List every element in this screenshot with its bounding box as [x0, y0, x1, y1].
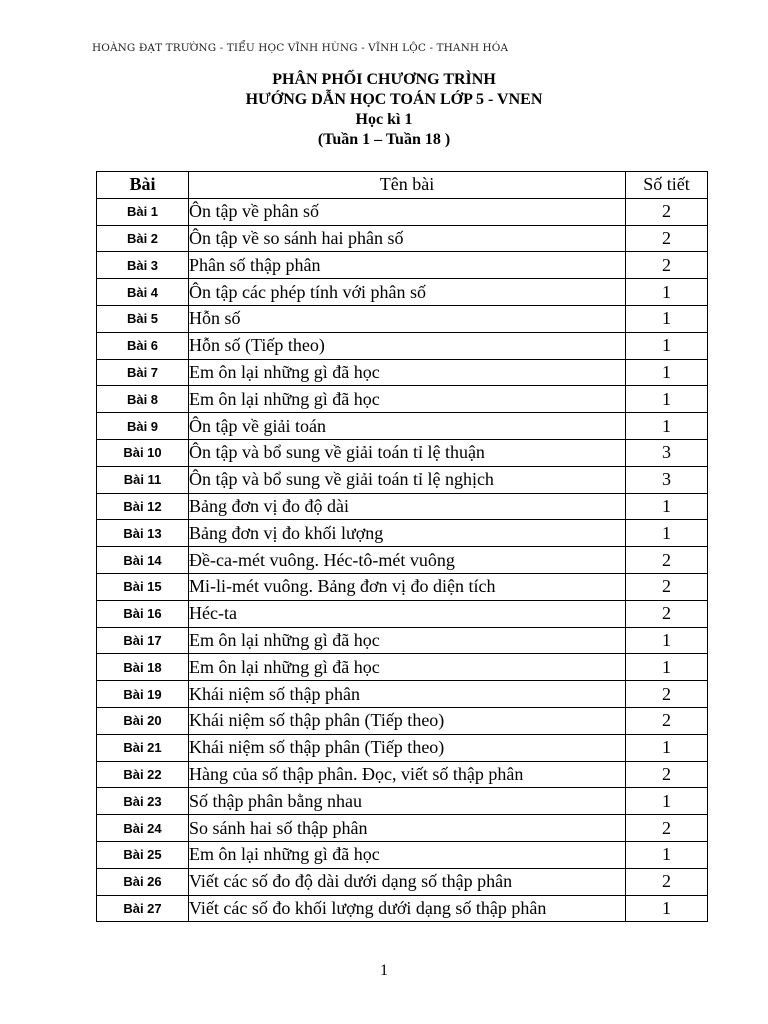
lesson-number-cell: Bài 26: [97, 868, 189, 895]
period-count-cell: 1: [626, 305, 708, 332]
curriculum-table: [96, 171, 708, 922]
lesson-number-cell: Bài 14: [97, 547, 189, 574]
lesson-number-cell: Bài 18: [97, 654, 189, 681]
period-count-cell: 1: [626, 520, 708, 547]
lesson-number-cell: Bài 27: [97, 895, 189, 922]
table-row: [97, 654, 708, 681]
page-header: HOÀNG ĐẠT TRƯỜNG - TIỂU HỌC VĨNH HÙNG - VĨNH LỘC - THANH HÓA: [92, 42, 509, 54]
table-row: [97, 734, 708, 761]
lesson-number-cell: Bài 23: [97, 788, 189, 815]
table-row: [97, 815, 708, 842]
table-row: [97, 868, 708, 895]
column-header-ten-bai: Tên bài: [189, 172, 626, 199]
lesson-name-cell: Mi-li-mét vuông. Bảng đơn vị đo diện tích: [189, 573, 626, 600]
page-number: 1: [380, 962, 388, 979]
lesson-name-cell: Ôn tập về phân số: [189, 198, 626, 225]
table-row: [97, 305, 708, 332]
lesson-number-cell: Bài 8: [97, 386, 189, 413]
lesson-number-cell: Bài 25: [97, 841, 189, 868]
lesson-number-cell: Bài 20: [97, 707, 189, 734]
table-row: [97, 573, 708, 600]
lesson-number-cell: Bài 10: [97, 439, 189, 466]
lesson-number-cell: Bài 22: [97, 761, 189, 788]
table-row: [97, 761, 708, 788]
lesson-number-cell: Bài 9: [97, 413, 189, 440]
period-count-cell: 3: [626, 439, 708, 466]
table-row: [97, 198, 708, 225]
lesson-name-cell: Viết các số đo độ dài dưới dạng số thập phân: [189, 868, 626, 895]
lesson-number-cell: Bài 21: [97, 734, 189, 761]
lesson-number-cell: Bài 24: [97, 815, 189, 842]
period-count-cell: 2: [626, 225, 708, 252]
table-row: [97, 707, 708, 734]
lesson-name-cell: Ôn tập các phép tính với phân số: [189, 279, 626, 306]
lesson-name-cell: So sánh hai số thập phân: [189, 815, 626, 842]
period-count-cell: 2: [626, 681, 708, 708]
period-count-cell: 2: [626, 198, 708, 225]
period-count-cell: 3: [626, 466, 708, 493]
table-row: [97, 466, 708, 493]
table-row: [97, 332, 708, 359]
lesson-number-cell: Bài 2: [97, 225, 189, 252]
period-count-cell: 2: [626, 868, 708, 895]
lesson-name-cell: Khái niệm số thập phân (Tiếp theo): [189, 707, 626, 734]
lesson-name-cell: Viết các số đo khối lượng dưới dạng số thập phân: [189, 895, 626, 922]
lesson-number-cell: Bài 1: [97, 198, 189, 225]
table-row: [97, 413, 708, 440]
table-row: [97, 600, 708, 627]
lesson-number-cell: Bài 11: [97, 466, 189, 493]
period-count-cell: 2: [626, 252, 708, 279]
lesson-number-cell: Bài 13: [97, 520, 189, 547]
lesson-name-cell: Hỗn số (Tiếp theo): [189, 332, 626, 359]
document-title: [0, 70, 768, 150]
period-count-cell: 1: [626, 654, 708, 681]
period-count-cell: 2: [626, 573, 708, 600]
lesson-name-cell: Em ôn lại những gì đã học: [189, 654, 626, 681]
table-row: [97, 493, 708, 520]
period-count-cell: 2: [626, 707, 708, 734]
lesson-name-cell: Khái niệm số thập phân (Tiếp theo): [189, 734, 626, 761]
lesson-number-cell: Bài 4: [97, 279, 189, 306]
table-row: [97, 439, 708, 466]
lesson-name-cell: Em ôn lại những gì đã học: [189, 386, 626, 413]
table-body: [97, 198, 708, 922]
period-count-cell: 2: [626, 815, 708, 842]
table-row: [97, 681, 708, 708]
lesson-name-cell: Em ôn lại những gì đã học: [189, 359, 626, 386]
period-count-cell: 1: [626, 788, 708, 815]
title-line-4: (Tuần 1 – Tuần 18 ): [317, 131, 451, 148]
table-row: [97, 252, 708, 279]
period-count-cell: 2: [626, 761, 708, 788]
lesson-number-cell: Bài 5: [97, 305, 189, 332]
lesson-number-cell: Bài 6: [97, 332, 189, 359]
lesson-number-cell: Bài 7: [97, 359, 189, 386]
table-header-row: [97, 172, 708, 199]
lesson-name-cell: Em ôn lại những gì đã học: [189, 627, 626, 654]
period-count-cell: 1: [626, 734, 708, 761]
lesson-number-cell: Bài 17: [97, 627, 189, 654]
period-count-cell: 1: [626, 279, 708, 306]
lesson-number-cell: Bài 19: [97, 681, 189, 708]
lesson-name-cell: Héc-ta: [189, 600, 626, 627]
lesson-name-cell: Số thập phân bằng nhau: [189, 788, 626, 815]
title-line-3: Học kì 1: [355, 111, 413, 128]
period-count-cell: 1: [626, 413, 708, 440]
lesson-number-cell: Bài 16: [97, 600, 189, 627]
lesson-name-cell: Hỗn số: [189, 305, 626, 332]
lesson-name-cell: Hàng của số thập phân. Đọc, viết số thập phân: [189, 761, 626, 788]
table-row: [97, 627, 708, 654]
title-line-2: HƯỚNG DẪN HỌC TOÁN LỚP 5 - VNEN: [245, 91, 543, 108]
column-header-so-tiet: Số tiết: [626, 172, 708, 199]
lesson-number-cell: Bài 3: [97, 252, 189, 279]
table-row: [97, 788, 708, 815]
period-count-cell: 1: [626, 386, 708, 413]
table-row: [97, 547, 708, 574]
lesson-name-cell: Khái niệm số thập phân: [189, 681, 626, 708]
period-count-cell: 1: [626, 895, 708, 922]
period-count-cell: 1: [626, 332, 708, 359]
lesson-name-cell: Ôn tập về giải toán: [189, 413, 626, 440]
period-count-cell: 2: [626, 547, 708, 574]
lesson-name-cell: Phân số thập phân: [189, 252, 626, 279]
table-row: [97, 841, 708, 868]
period-count-cell: 2: [626, 600, 708, 627]
lesson-name-cell: Ôn tập và bổ sung về giải toán tỉ lệ thuận: [189, 439, 626, 466]
lesson-name-cell: Bảng đơn vị đo khối lượng: [189, 520, 626, 547]
table-row: [97, 895, 708, 922]
period-count-cell: 1: [626, 493, 708, 520]
lesson-number-cell: Bài 12: [97, 493, 189, 520]
lesson-name-cell: Ôn tập và bổ sung về giải toán tỉ lệ nghịch: [189, 466, 626, 493]
table-row: [97, 225, 708, 252]
period-count-cell: 1: [626, 841, 708, 868]
period-count-cell: 1: [626, 627, 708, 654]
lesson-number-cell: Bài 15: [97, 573, 189, 600]
lesson-name-cell: Em ôn lại những gì đã học: [189, 841, 626, 868]
table-row: [97, 279, 708, 306]
title-line-1: PHÂN PHỐI CHƯƠNG TRÌNH: [272, 71, 496, 88]
lesson-name-cell: Ôn tập về so sánh hai phân số: [189, 225, 626, 252]
table-row: [97, 386, 708, 413]
lesson-name-cell: Bảng đơn vị đo độ dài: [189, 493, 626, 520]
column-header-bai: Bài: [97, 172, 189, 199]
table-row: [97, 359, 708, 386]
period-count-cell: 1: [626, 359, 708, 386]
table-row: [97, 520, 708, 547]
lesson-name-cell: Đề-ca-mét vuông. Héc-tô-mét vuông: [189, 547, 626, 574]
